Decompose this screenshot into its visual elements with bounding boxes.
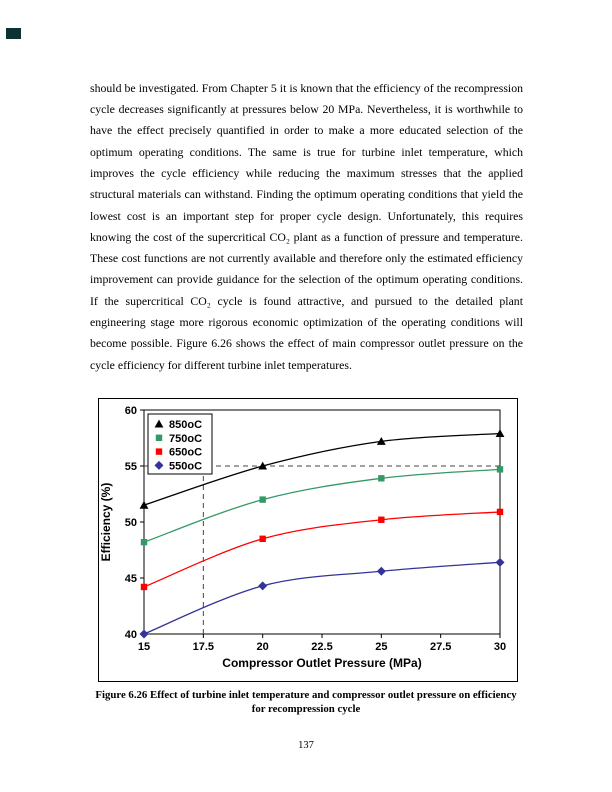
svg-text:40: 40: [124, 629, 137, 641]
svg-text:20: 20: [256, 641, 269, 653]
figure-caption-line1: Figure 6.26 Effect of turbine inlet temperature and compressor outlet pressure on efficiency: [95, 689, 517, 701]
svg-text:27.5: 27.5: [429, 641, 452, 653]
svg-text:Efficiency (%): Efficiency (%): [99, 482, 113, 562]
svg-text:15: 15: [137, 641, 151, 653]
svg-text:22.5: 22.5: [311, 641, 333, 653]
svg-text:650oC: 650oC: [169, 446, 203, 459]
figure-caption-line2: for recompression cycle: [251, 703, 361, 715]
body-paragraph: should be investigated. From Chapter 5 it is known that the efficiency of the recompression cycle decreases significantly at pressures below 20 MPa. Nevertheless, it is worthwhile to have the effect precisely quantified in order to make a more educated selection of the optimum operating conditions. The same is true for turbine inlet temperature, which improves the cycle efficiency while reducing the maximum stresses that the applied structural materials can withstand. Finding the optimum operating conditions that yield the lowest cost is an important step for proper cycle design. Unfortunately, this requires knowing the cost of the supercritical CO₂ plant as a function of pressure and temperature. These cost functions are not currently available and therefore only the estimated efficiency improvement can provide guidance for the selection of the optimum operating conditions. If the supercritical CO₂ cycle is found attractive, and pursued to the detailed plant engineering stage more rigorous economic optimization of the operating conditions will become possible. Figure 6.26 shows the effect of main compressor outlet pressure on the cycle efficiency for different turbine inlet temperatures.: [90, 80, 523, 372]
svg-text:25: 25: [375, 641, 388, 653]
figure-caption: [60, 688, 552, 716]
svg-text:50: 50: [124, 517, 137, 529]
chart-svg: [98, 398, 518, 682]
svg-text:850oC: 850oC: [169, 419, 203, 431]
page-number: 137: [298, 740, 314, 751]
page-corner-mark: [6, 28, 21, 39]
svg-text:17.5: 17.5: [192, 641, 215, 653]
svg-text:550oC: 550oC: [169, 460, 203, 473]
figure-6-26-chart: [98, 398, 518, 682]
svg-text:30: 30: [493, 641, 507, 653]
svg-text:55: 55: [124, 461, 137, 473]
svg-text:60: 60: [124, 405, 137, 417]
svg-text:750oC: 750oC: [169, 432, 203, 445]
svg-text:Compressor Outlet Pressure (MP: Compressor Outlet Pressure (MPa): [222, 656, 422, 670]
svg-text:45: 45: [124, 573, 137, 585]
